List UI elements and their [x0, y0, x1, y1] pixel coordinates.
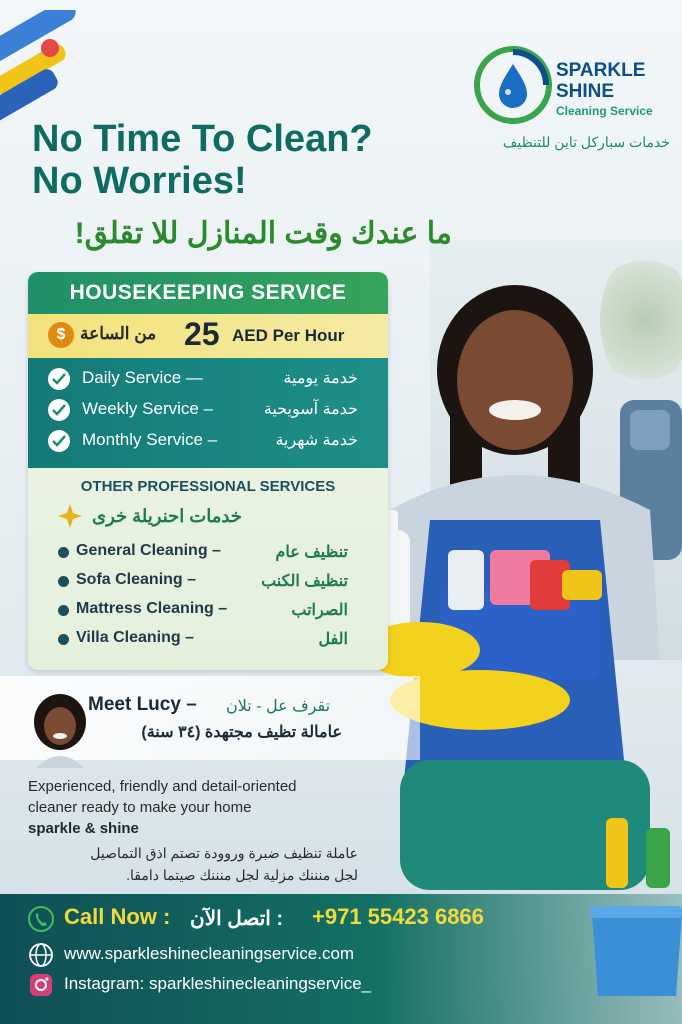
cleaner-avatar [28, 692, 92, 768]
call-now-label: Call Now : [64, 904, 171, 929]
bullet-icon [58, 547, 69, 558]
check-icon [48, 368, 70, 390]
service-label-arabic: تنظيف عام [275, 544, 348, 561]
service-item [48, 366, 378, 394]
sparkle-icon [58, 504, 82, 528]
brand-name-arabic: خدمات سباركل تاين للتنظيف [502, 134, 670, 150]
professional-service-item [58, 569, 378, 595]
bullet-icon [58, 605, 69, 616]
phone-number[interactable]: +971 55423 6866 [312, 904, 484, 929]
bullet-icon [58, 634, 69, 645]
service-item [48, 428, 378, 456]
housekeeping-title: HOUSEKEEPING SERVICE [28, 272, 388, 314]
check-icon [48, 399, 70, 421]
other-services-title: OTHER PROFESSIONAL SERVICES [80, 478, 336, 495]
other-services-title-arabic: خدمات احنريلة خرى [92, 506, 242, 526]
call-row [28, 904, 648, 934]
professional-service-item [58, 540, 378, 566]
brand-logo [472, 44, 672, 154]
website-row [28, 940, 548, 970]
website-link[interactable]: www.sparkleshinecleaningservice.com [64, 944, 355, 963]
instagram-row [28, 970, 548, 1000]
professional-service-item [58, 598, 378, 624]
headline: No Time To Clean? No Worries! [32, 118, 373, 202]
globe-icon [28, 942, 54, 968]
coin-icon: $ [48, 322, 74, 348]
service-label-arabic: تنظيف الكنب [261, 573, 348, 590]
service-label: General Cleaning – [76, 542, 221, 559]
cleaner-description-arabic: عاملة تنظيف ضبرة وروودة تصتم اذق التماصيل لجل منننك مزلية لجل منننك صيتما دامقا. [90, 845, 358, 883]
service-list [28, 358, 388, 468]
service-label: Villa Cleaning – [76, 629, 194, 646]
service-label: Mattress Cleaning – [76, 600, 228, 617]
cleaning-bucket-decoration [586, 818, 682, 998]
price-arabic: من الساعة [80, 324, 157, 343]
phone-icon [28, 906, 54, 932]
services-panel [28, 272, 388, 670]
water-drop-icon [472, 44, 554, 126]
headline-arabic: ما عندك وقت المنازل للا تقلق! [74, 217, 452, 250]
cleaner-description: Experienced, friendly and detail-oriented cleaner ready to make your home sparkle & shine [28, 778, 297, 837]
service-label-arabic: خدمة يومية [283, 370, 358, 387]
instagram-handle[interactable]: Instagram: sparkleshinecleaningservice_ [64, 974, 372, 993]
price-value: 25 [184, 316, 220, 352]
cleaning-brush-decoration [0, 10, 100, 130]
brand-name: SPARKLE SHINE [556, 60, 646, 102]
service-label: Sofa Cleaning – [76, 571, 197, 588]
service-label: Daily Service — [82, 368, 203, 387]
cleaner-intro-arabic: تقرف عل - تلان [226, 698, 331, 715]
cleaner-role-arabic: عامالة تظيف مجتهدة (٣٤ سنة) [141, 724, 342, 741]
service-label: Monthly Service – [82, 430, 218, 449]
service-item [48, 397, 378, 425]
service-label-arabic: الصراتب [291, 602, 348, 619]
professional-service-item [58, 627, 378, 653]
other-services-arabic-row [58, 504, 318, 532]
service-label-arabic: حدمة آسويحية [263, 401, 358, 418]
cleaner-intro: Meet Lucy – [88, 694, 197, 715]
instagram-icon [28, 972, 54, 998]
check-icon [48, 430, 70, 452]
service-label: Weekly Service – [82, 399, 214, 418]
price-bar [28, 314, 388, 358]
brand-tagline: Cleaning Service [556, 104, 653, 118]
price-unit: AED Per Hour [232, 326, 345, 345]
service-label-arabic: خدمة شهرية [275, 432, 358, 449]
service-label-arabic: الفل [318, 631, 348, 648]
bullet-icon [58, 576, 69, 587]
call-now-arabic: : اتصل الآن [190, 908, 284, 930]
contact-footer [0, 894, 682, 1024]
